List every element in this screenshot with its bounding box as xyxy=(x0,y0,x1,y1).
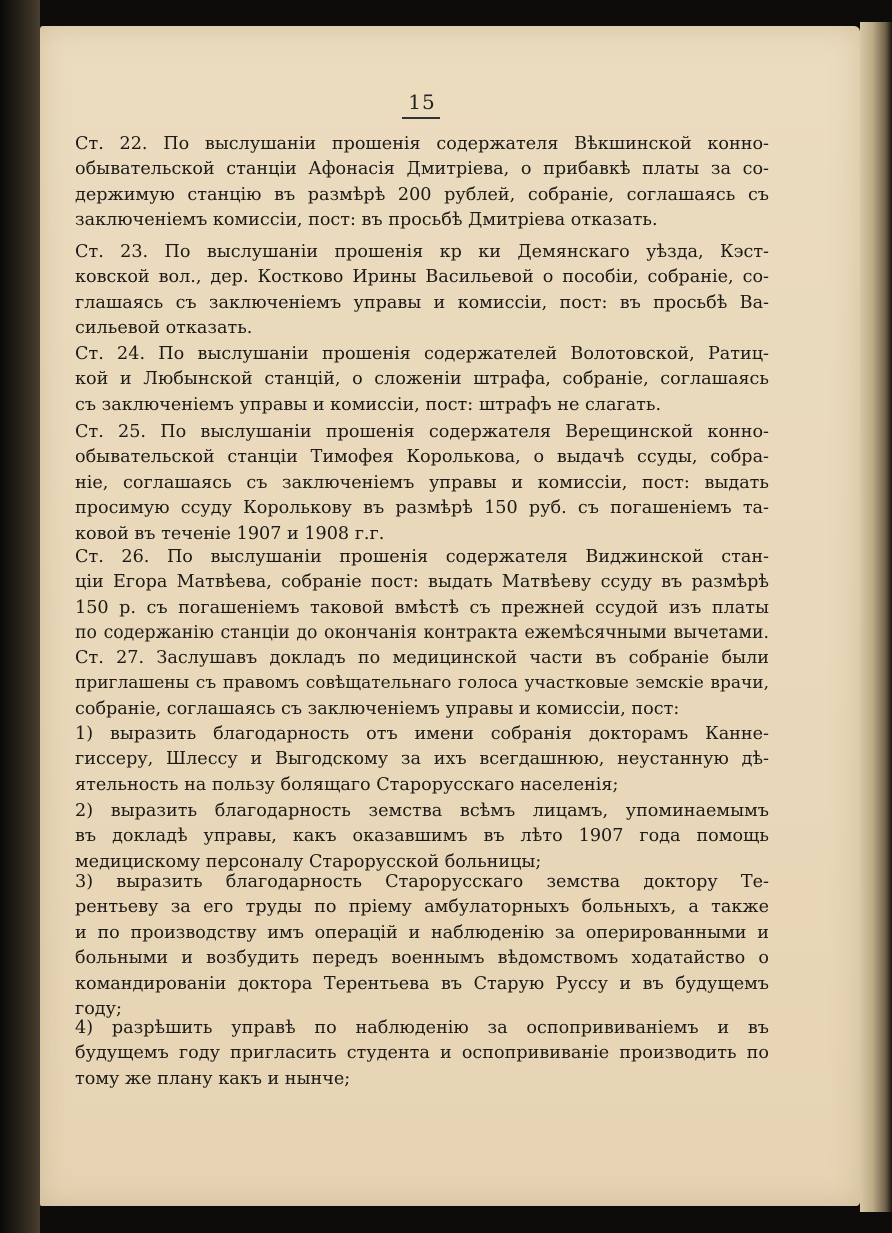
text-line: 4) разрѣшить управѣ по наблюденію за оспопрививаніемъ и въ xyxy=(75,1018,769,1038)
text-line: гиссеру, Шлессу и Выгодскому за ихъ всегдашнюю, неустанную дѣ- xyxy=(75,749,769,770)
text-line: Ст. 26. По выслушаніи прошенія содержателя Виджинской стан- xyxy=(75,547,769,567)
text-line: обывательской станціи Афонасія Дмитріева, о прибавкѣ платы за со- xyxy=(75,159,769,180)
text-line: году; xyxy=(75,999,122,1020)
text-line: Ст. 25. По выслушаніи прошенія содержателя Верещинской конно- xyxy=(75,422,769,442)
text-line: больными и возбудить передъ военнымъ вѣдомствомъ ходатайство о xyxy=(75,948,769,969)
text-line: просимую ссуду Королькову въ размѣрѣ 150 руб. съ погашеніемъ та- xyxy=(75,498,769,519)
text-line: Ст. 22. По выслушаніи прошенія содержателя Вѣкшинской конно- xyxy=(75,134,769,154)
text-line: ціи Егора Матвѣева, собраніе пост: выдать Матвѣеву ссуду въ размѣрѣ xyxy=(75,572,769,593)
resolution-item-3 xyxy=(75,870,769,1022)
book-spine-shadow xyxy=(0,0,40,1233)
article-23 xyxy=(75,240,769,342)
resolution-item-2 xyxy=(75,799,769,875)
text-line: въ докладѣ управы, какъ оказавшимъ въ лѣто 1907 года помощь xyxy=(75,826,769,847)
text-line: Ст. 27. Заслушавъ докладъ по медицинской части въ собраніе были xyxy=(75,648,769,668)
text-line: заключеніемъ комиссіи, пост: въ просьбѣ Дмитріева отказать. xyxy=(75,210,658,231)
text-line: по содержанію станціи до окончанія контракта ежемѣсячными вычетами. xyxy=(75,623,769,644)
text-line: сильевой отказать. xyxy=(75,318,253,339)
text-line: командированіи доктора Терентьева въ Старую Руссу и въ будущемъ xyxy=(75,973,769,994)
text-line: обывательской станціи Тимофея Королькова, о выдачѣ ссуды, собра- xyxy=(75,447,769,468)
page-number: 15 xyxy=(408,90,436,114)
text-line: ковой въ теченіе 1907 и 1908 г.г. xyxy=(75,523,385,544)
text-line: держимую станцію въ размѣрѣ 200 рублей, собраніе, соглашаясь съ xyxy=(75,184,769,205)
text-line: медицискому персоналу Старорусской больницы; xyxy=(75,851,542,872)
text-line: 2) выразить благодарность земства всѣмъ лицамъ, упоминаемымъ xyxy=(75,801,769,821)
article-24 xyxy=(75,342,769,418)
text-line: 150 р. съ погашеніемъ таковой вмѣстѣ съ прежней ссудой изъ платы xyxy=(75,597,769,618)
resolution-item-4 xyxy=(75,1016,769,1092)
text-line: и по производству имъ операцій и наблюденію за оперированными и xyxy=(75,922,769,943)
resolution-item-1 xyxy=(75,722,769,798)
text-line: собраніе, соглашаясь съ заключеніемъ управы и комиссіи, пост: xyxy=(75,698,680,719)
article-25 xyxy=(75,420,769,547)
text-line: тому же плану какъ и нынче; xyxy=(75,1068,351,1089)
article-27 xyxy=(75,646,769,722)
article-22 xyxy=(75,132,769,234)
text-line: Ст. 23. По выслушаніи прошенія кр ки Демянскаго уѣзда, Кэст- xyxy=(75,242,769,262)
page-number-underline xyxy=(402,117,440,119)
text-line: ятельность на пользу болящаго Старорусскаго населенія; xyxy=(75,774,619,795)
text-line: глашаясь съ заключеніемъ управы и комиссіи, пост: въ просьбѣ Ва- xyxy=(75,292,769,313)
text-line: Ст. 24. По выслушаніи прошенія содержателей Волотовской, Ратиц- xyxy=(75,344,769,364)
text-line: съ заключеніемъ управы и комиссіи, пост: штрафъ не слагать. xyxy=(75,394,662,415)
page-edge xyxy=(860,22,892,1212)
article-26 xyxy=(75,545,769,647)
text-line: приглашены съ правомъ совѣщательнаго голоса участковые земскіе врачи, xyxy=(75,673,769,694)
text-line: кой и Любынской станцій, о сложеніи штрафа, собраніе, соглашаясь xyxy=(75,369,769,390)
text-line: рентьеву за его труды по пріему амбулаторныхъ больныхъ, а также xyxy=(75,897,769,918)
text-line: ніе, соглашаясь съ заключеніемъ управы и комиссіи, пост: выдать xyxy=(75,472,769,493)
text-line: ковской вол., дер. Костково Ирины Васильевой о пособіи, собраніе, со- xyxy=(75,267,769,288)
text-line: 3) выразить благодарность Старорусскаго земства доктору Те- xyxy=(75,872,769,892)
text-line: будущемъ году пригласить студента и оспопрививаніе производить по xyxy=(75,1043,769,1064)
text-line: 1) выразить благодарность отъ имени собранія докторамъ Канне- xyxy=(75,724,769,744)
